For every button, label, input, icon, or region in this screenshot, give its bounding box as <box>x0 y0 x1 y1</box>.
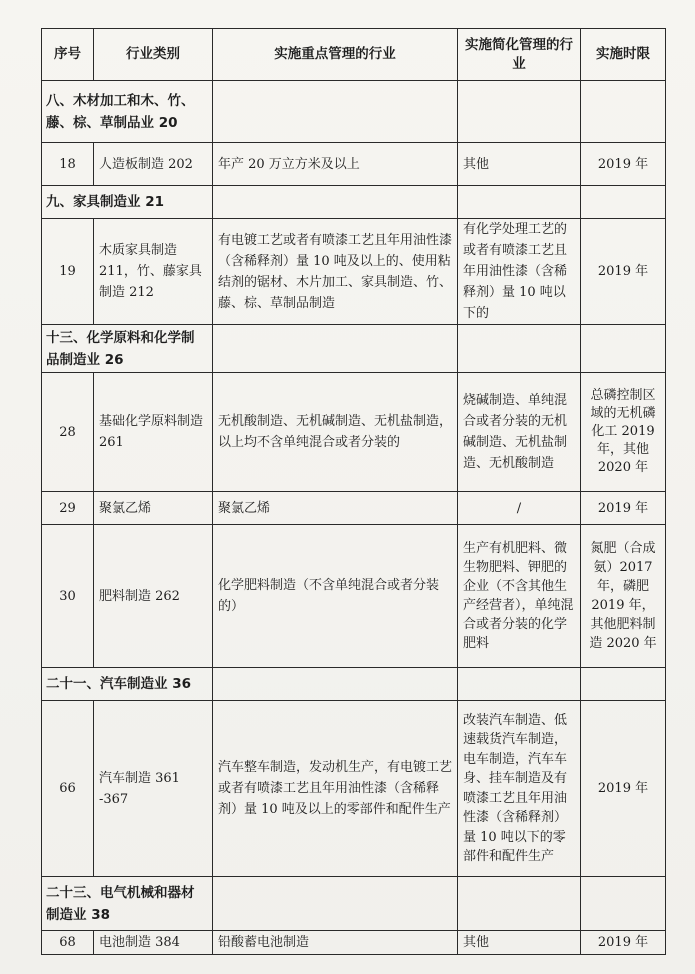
empty-cell <box>213 81 458 143</box>
row-seq: 18 <box>42 143 94 186</box>
row-category: 汽车制造 361 -367 <box>94 701 213 877</box>
row-category: 聚氯乙烯 <box>94 492 213 525</box>
section-row <box>42 325 666 373</box>
row-key-management: 铅酸蓄电池制造 <box>213 931 458 955</box>
row-key-management: 汽车整车制造，发动机生产，有电镀工艺或者有喷漆工艺且年用油性漆（含稀释剂）量 10 吨及以上的零部件和配件生产 <box>213 701 458 877</box>
empty-cell <box>213 186 458 219</box>
table-row <box>42 143 666 186</box>
row-seq: 68 <box>42 931 94 955</box>
row-category: 木质家具制造 211，竹、藤家具制造 212 <box>94 219 213 325</box>
row-simple-management: / <box>458 492 581 525</box>
section-title: 九、家具制造业 21 <box>42 186 213 219</box>
section-title: 十三、化学原料和化学制品制造业 26 <box>42 325 213 373</box>
section-title: 二十三、电气机械和器材制造业 38 <box>42 877 213 931</box>
section-row <box>42 668 666 701</box>
row-seq: 30 <box>42 525 94 668</box>
empty-cell <box>581 668 666 701</box>
empty-cell <box>458 186 581 219</box>
row-category: 肥料制造 262 <box>94 525 213 668</box>
section-row <box>42 186 666 219</box>
row-category: 人造板制造 202 <box>94 143 213 186</box>
empty-cell <box>581 877 666 931</box>
row-key-management: 有电镀工艺或者有喷漆工艺且年用油性漆（含稀释剂）量 10 吨及以上的、使用粘结剂的锯材、木片加工、家具制造、竹、藤、棕、草制品制造 <box>213 219 458 325</box>
row-seq: 29 <box>42 492 94 525</box>
row-seq: 19 <box>42 219 94 325</box>
row-deadline: 总磷控制区域的无机磷化工 2019 年，其他 2020 年 <box>581 373 666 492</box>
row-deadline: 2019 年 <box>581 219 666 325</box>
row-deadline: 2019 年 <box>581 931 666 955</box>
row-deadline: 氮肥（合成氨）2017 年，磷肥 2019 年，其他肥料制造 2020 年 <box>581 525 666 668</box>
row-deadline: 2019 年 <box>581 492 666 525</box>
table-row <box>42 931 666 955</box>
row-key-management: 无机酸制造、无机碱制造、无机盐制造，以上均不含单纯混合或者分装的 <box>213 373 458 492</box>
row-deadline: 2019 年 <box>581 701 666 877</box>
header-key-management: 实施重点管理的行业 <box>213 29 458 81</box>
table-row <box>42 492 666 525</box>
row-simple-management: 其他 <box>458 931 581 955</box>
header-simple-management: 实施简化管理的行业 <box>458 29 581 81</box>
row-key-management: 年产 20 万立方米及以上 <box>213 143 458 186</box>
row-key-management: 化学肥料制造（不含单纯混合或者分装的） <box>213 525 458 668</box>
empty-cell <box>458 668 581 701</box>
header-seq: 序号 <box>42 29 94 81</box>
row-simple-management: 有化学处理工艺的或者有喷漆工艺且年用油性漆（含稀释剂）量 10 吨以下的 <box>458 219 581 325</box>
row-category: 基础化学原料制造 261 <box>94 373 213 492</box>
row-simple-management: 生产有机肥料、微生物肥料、钾肥的企业（不含其他生产经营者），单纯混合或者分装的化学肥料 <box>458 525 581 668</box>
table-row <box>42 219 666 325</box>
empty-cell <box>581 325 666 373</box>
empty-cell <box>213 877 458 931</box>
row-simple-management: 改装汽车制造、低速载货汽车制造，电车制造，汽车车身、挂车制造及有喷漆工艺且年用油性漆（含稀释剂）量 10 吨以下的零部件和配件生产 <box>458 701 581 877</box>
row-key-management: 聚氯乙烯 <box>213 492 458 525</box>
row-seq: 28 <box>42 373 94 492</box>
empty-cell <box>213 668 458 701</box>
row-simple-management: 烧碱制造、单纯混合或者分装的无机碱制造、无机盐制造、无机酸制造 <box>458 373 581 492</box>
section-row <box>42 877 666 931</box>
row-simple-management: 其他 <box>458 143 581 186</box>
row-seq: 66 <box>42 701 94 877</box>
section-row <box>42 81 666 143</box>
header-category: 行业类别 <box>94 29 213 81</box>
row-category: 电池制造 384 <box>94 931 213 955</box>
table-header-row <box>42 29 666 81</box>
section-title: 二十一、汽车制造业 36 <box>42 668 213 701</box>
row-deadline: 2019 年 <box>581 143 666 186</box>
empty-cell <box>458 81 581 143</box>
empty-cell <box>458 325 581 373</box>
section-title: 八、木材加工和木、竹、藤、棕、草制品业 20 <box>42 81 213 143</box>
table-row <box>42 525 666 668</box>
industry-management-table <box>41 28 666 955</box>
table-row <box>42 373 666 492</box>
table-row <box>42 701 666 877</box>
empty-cell <box>581 186 666 219</box>
empty-cell <box>213 325 458 373</box>
empty-cell <box>581 81 666 143</box>
header-deadline: 实施时限 <box>581 29 666 81</box>
empty-cell <box>458 877 581 931</box>
